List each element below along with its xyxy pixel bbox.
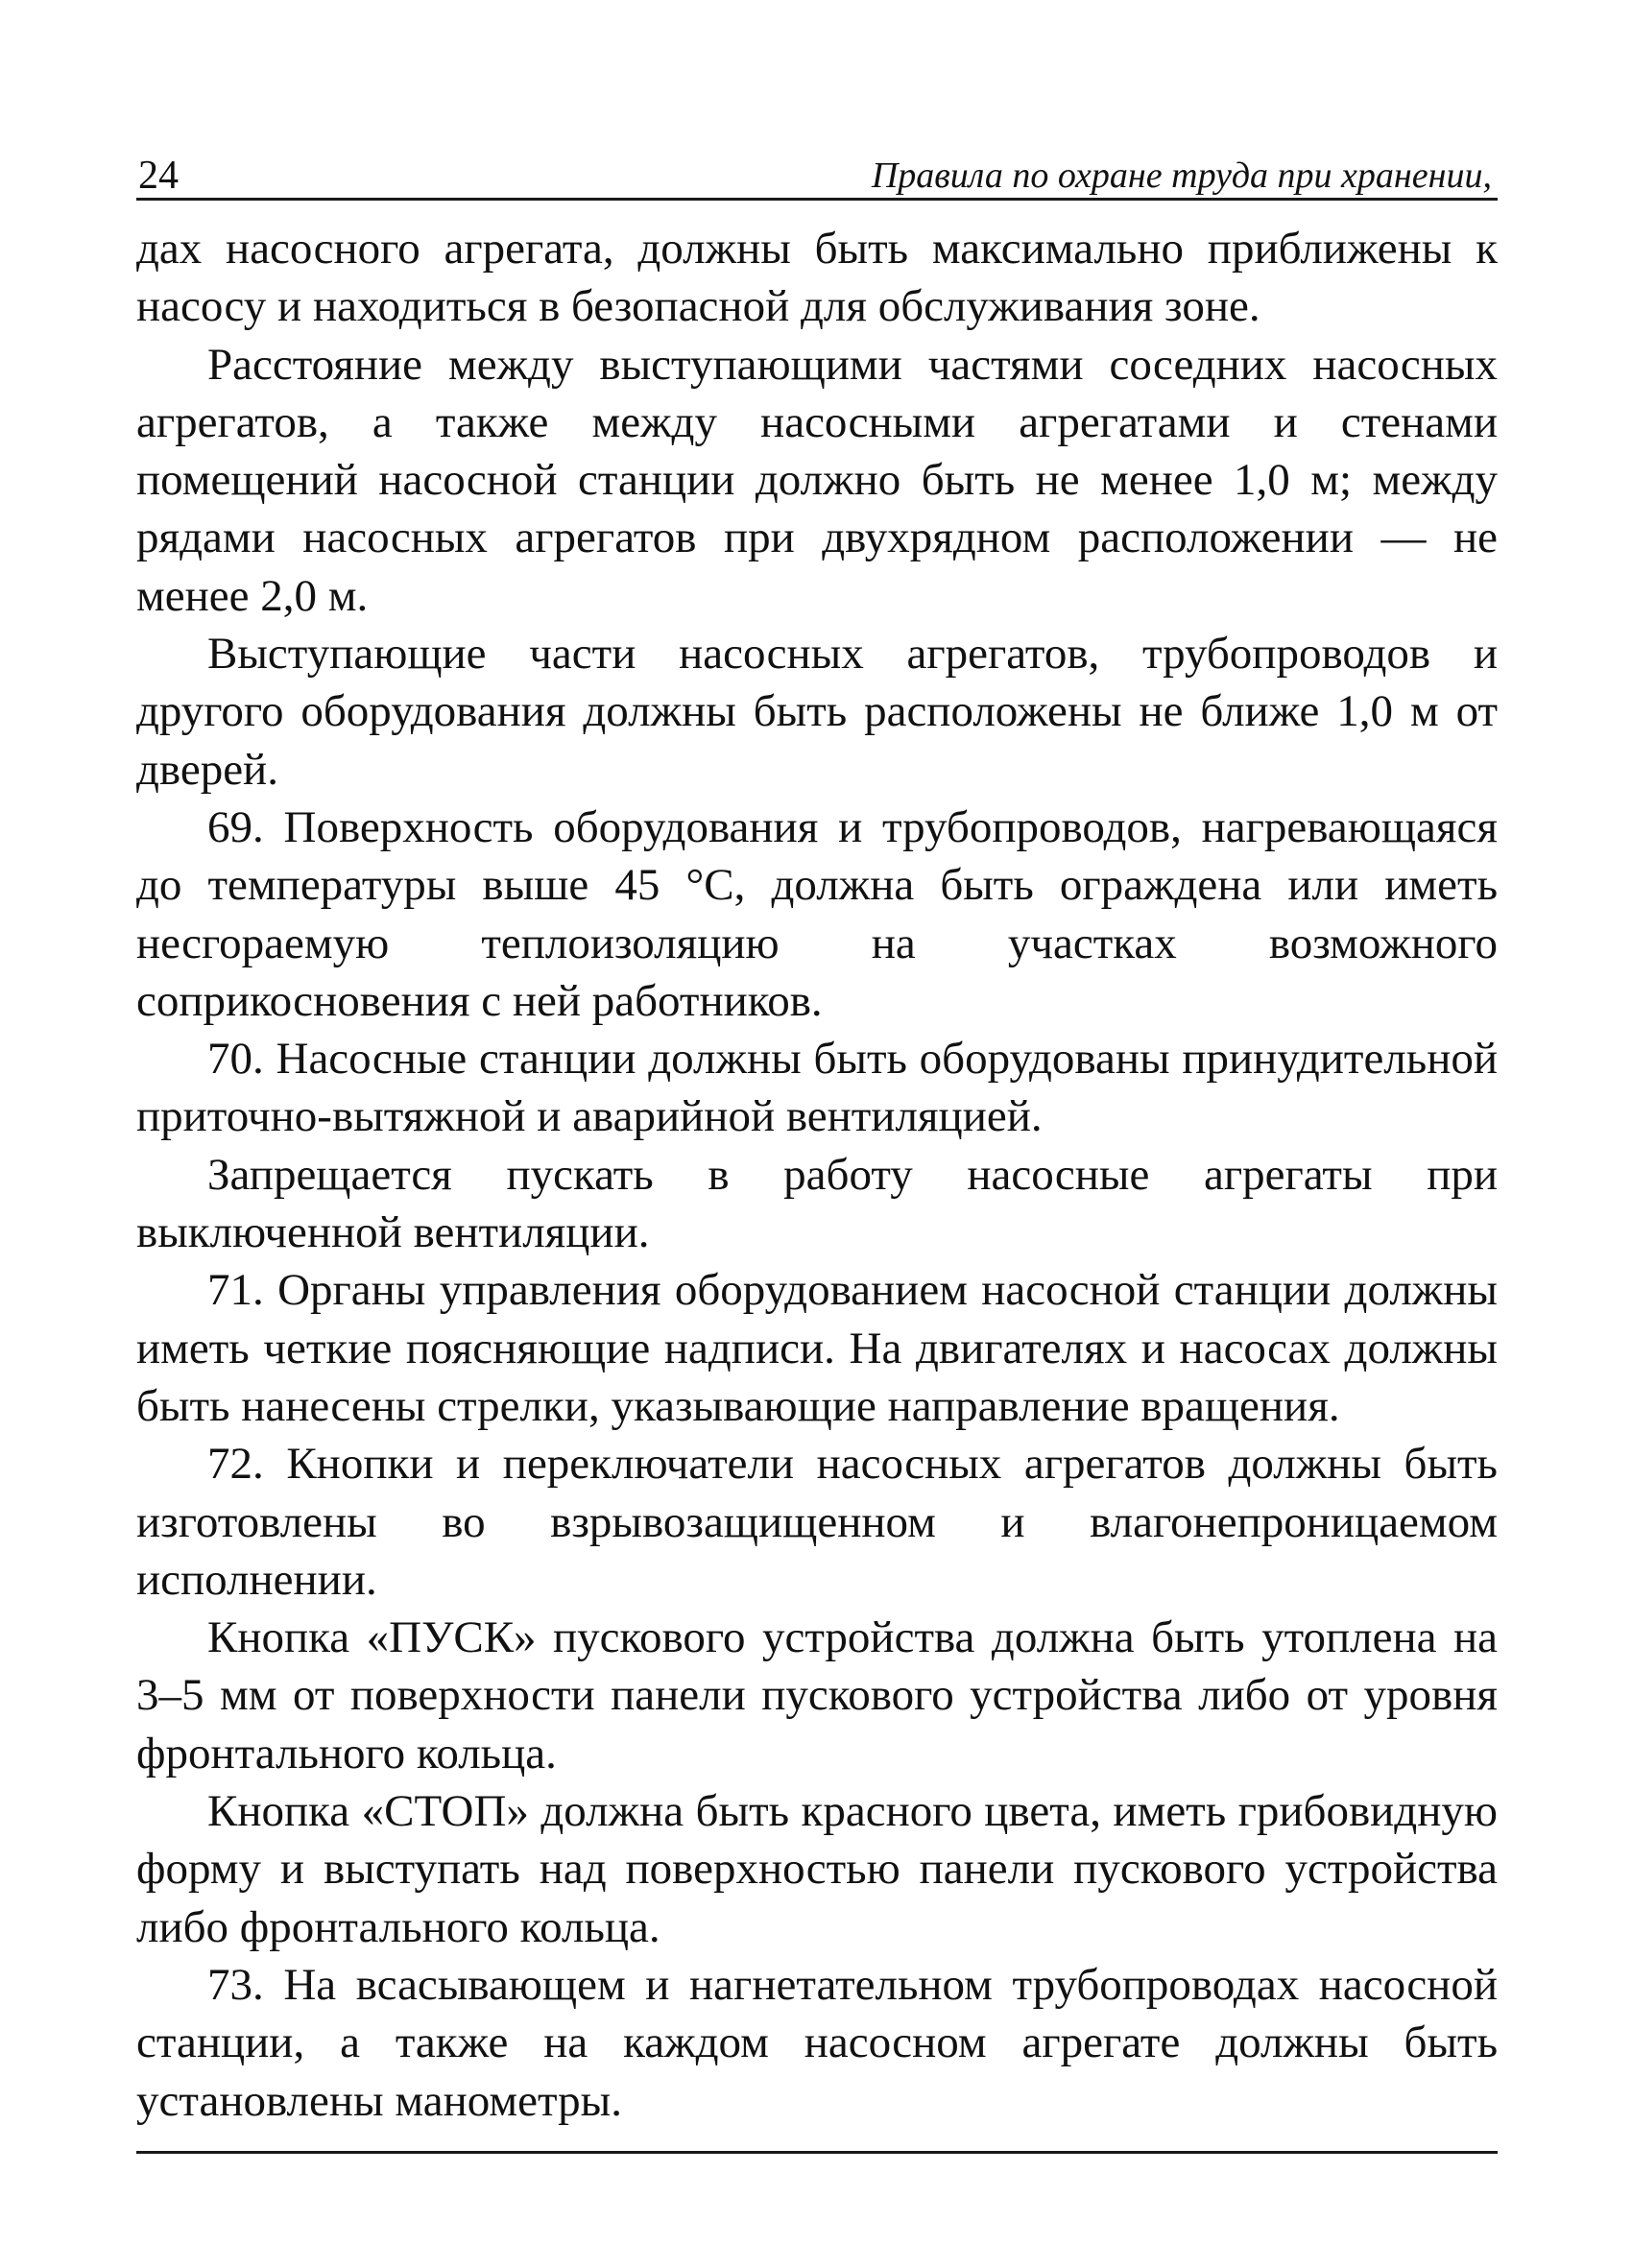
paragraph-item-70: 70. Насосные станции должны быть оборудованы принудительной приточно-вытяжной и аварийной вентиляцией. <box>136 1034 1498 1142</box>
running-header <box>136 144 1498 201</box>
page-number: 24 <box>138 154 179 198</box>
body-text <box>136 220 1498 2130</box>
running-title: Правила по охране труда при хранении, <box>871 155 1492 196</box>
paragraph-item-71: 71. Органы управления оборудованием насосной станции должны иметь четкие поясняющие надписи. На двигателях и насосах должны быть нанесены стрелки, указывающие направление вращения. <box>136 1265 1498 1431</box>
bottom-rule <box>136 2151 1498 2154</box>
paragraph-continued: дах насосного агрегата, должны быть максимально приближены к насосу и находиться в безопасной для обслуживания зоне. <box>136 224 1498 332</box>
paragraph-distance-between-units: Расстояние между выступающими частями соседних насосных агрегатов, а также между насосными агрегатами и стенами помещений насосной станции должно быть не менее 1,0 м; между рядами насосных агрегатов при двухрядном расположении — не менее 2,0 м. <box>136 339 1498 621</box>
paragraph-item-73: 73. На всасывающем и нагнетательном трубопроводах насосной станции, а также на каждом насосном агрегате должны быть установлены манометры. <box>136 1959 1498 2126</box>
paragraph-ventilation-prohibition: Запрещается пускать в работу насосные агрегаты при выключенной вентиляции. <box>136 1149 1498 1258</box>
document-page <box>136 144 1498 2154</box>
paragraph-item-72: 72. Кнопки и переключатели насосных агрегатов должны быть изготовлены во взрывозащищенном и влагонепроницаемом исполнении. <box>136 1439 1498 1605</box>
paragraph-start-button: Кнопка «ПУСК» пускового устройства должна быть утоплена на 3–5 мм от поверхности панели пускового устройства либо от уровня фронтального кольца. <box>136 1612 1498 1779</box>
paragraph-stop-button: Кнопка «СТОП» должна быть красного цвета, иметь грибовидную форму и выступать над поверхностью панели пускового устройства либо фронтального кольца. <box>136 1786 1498 1952</box>
paragraph-item-69: 69. Поверхность оборудования и трубопроводов, нагревающаяся до температуры выше 45 °С, должна быть ограждена или иметь несгораемую теплоизоляцию на участках возможного соприкосновения с ней работников. <box>136 801 1498 1026</box>
paragraph-protruding-parts: Выступающие части насосных агрегатов, трубопроводов и другого оборудования должны быть расположены не ближе 1,0 м от дверей. <box>136 629 1498 795</box>
